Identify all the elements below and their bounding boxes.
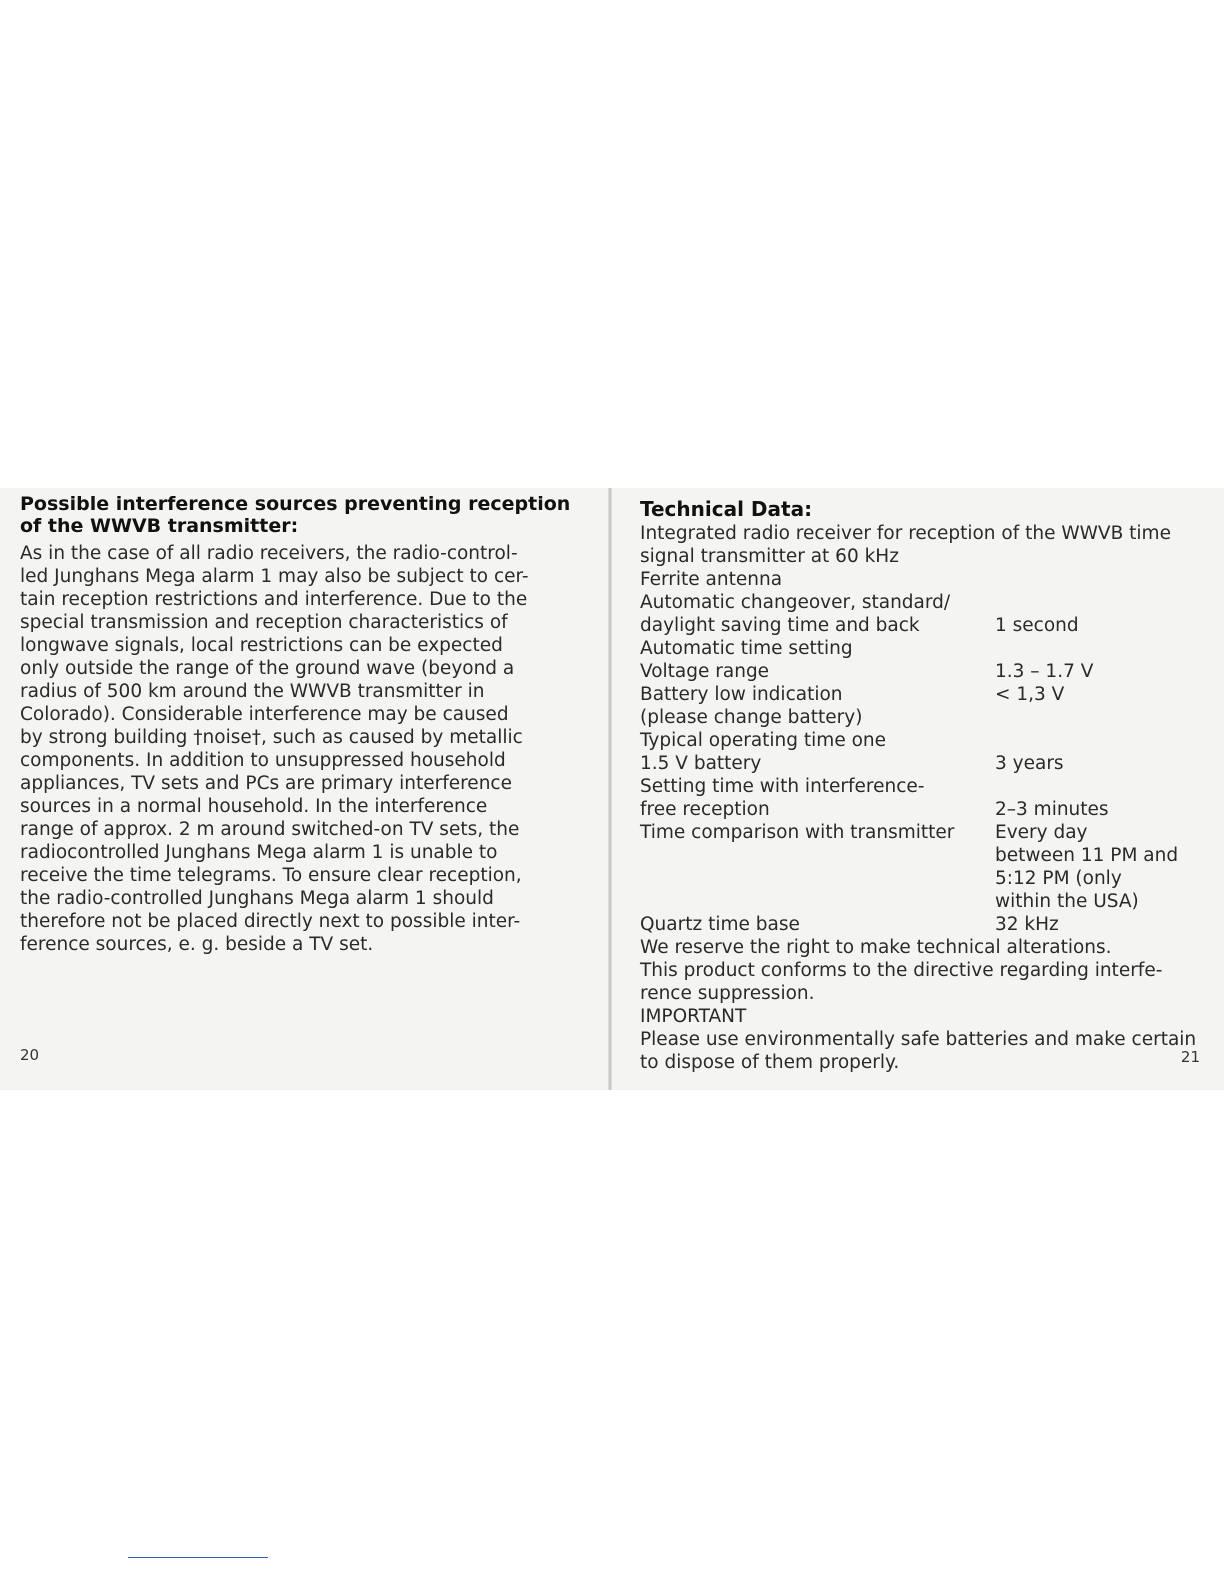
body-line: therefore not be placed directly next to possible inter- — [20, 911, 521, 932]
spec-label: Automatic time setting — [640, 638, 853, 659]
spec-value — [995, 706, 1196, 729]
note-line: We reserve the right to make technical alterations. — [640, 937, 1112, 958]
spec-value — [995, 729, 1196, 752]
body-line: only outside the range of the ground wave (beyond a — [20, 658, 515, 679]
note-line: Please use environmentally safe batteries and make certain — [640, 1029, 1197, 1050]
spec-label: Voltage range — [640, 661, 770, 682]
spec-value: 3 years — [995, 753, 1064, 774]
spec-row — [640, 890, 1196, 913]
spec-value — [995, 568, 1196, 591]
spec-row — [640, 867, 1196, 890]
spec-label — [640, 844, 995, 867]
body-line: appliances, TV sets and PCs are primary interference — [20, 773, 512, 794]
spec-label: daylight saving time and back — [640, 615, 920, 636]
spec-label: Battery low indication — [640, 684, 843, 705]
technical-data-list — [640, 522, 1196, 1074]
spec-row — [640, 683, 1196, 706]
left-page — [20, 488, 580, 1090]
spec-label: Automatic changeover, standard/ — [640, 592, 951, 613]
heading-line-1: Possible interference sources preventing reception — [20, 493, 571, 515]
spec-row — [640, 913, 1196, 936]
body-line: radius of 500 km around the WWVB transmitter in — [20, 681, 485, 702]
note-line: This product conforms to the directive regarding interfe- — [640, 960, 1163, 981]
intro-line: signal transmitter at 60 kHz — [640, 546, 899, 567]
important-label: IMPORTANT — [640, 1006, 747, 1027]
spec-row — [640, 591, 1196, 614]
body-line: receive the time telegrams. To ensure clear reception, — [20, 865, 522, 886]
spec-row — [640, 706, 1196, 729]
spec-row — [640, 798, 1196, 821]
page-number-left: 20 — [20, 1046, 40, 1064]
body-line: led Junghans Mega alarm 1 may also be subject to cer- — [20, 566, 529, 587]
spec-value: 2–3 minutes — [995, 799, 1109, 820]
body-line: radiocontrolled Junghans Mega alarm 1 is unable to — [20, 842, 498, 863]
spec-label: Time comparison with transmitter — [640, 822, 955, 843]
spec-label: 1.5 V battery — [640, 753, 762, 774]
body-line: range of approx. 2 m around switched-on TV sets, the — [20, 819, 520, 840]
spec-value: 1.3 – 1.7 V — [995, 661, 1094, 682]
body-line: ference sources, e. g. beside a TV set. — [20, 934, 374, 955]
annotation-underline — [128, 1557, 268, 1558]
spec-row — [640, 614, 1196, 637]
spec-row — [640, 729, 1196, 752]
body-line: components. In addition to unsuppressed household — [20, 750, 506, 771]
body-line: special transmission and reception characteristics of — [20, 612, 508, 633]
spec-value: 32 kHz — [995, 914, 1059, 935]
book-spine — [608, 488, 612, 1090]
spec-value: within the USA) — [995, 891, 1139, 912]
body-line: the radio-controlled Junghans Mega alarm 1 should — [20, 888, 494, 909]
spec-value: Every day — [995, 822, 1088, 843]
page-number-right: 21 — [1180, 1048, 1200, 1066]
technical-data-heading: Technical Data: — [640, 497, 813, 521]
spec-row — [640, 775, 1196, 798]
spec-label — [640, 867, 995, 890]
spec-value: 5:12 PM (only — [995, 868, 1122, 889]
body-line: Colorado). Considerable interference may be caused — [20, 704, 509, 725]
interference-body — [20, 542, 576, 956]
body-line: by strong building †noise†, such as caused by metallic — [20, 727, 523, 748]
right-page — [640, 488, 1200, 1090]
spec-value — [995, 591, 1196, 614]
note-line: rence suppression. — [640, 983, 815, 1004]
spec-label: free reception — [640, 799, 770, 820]
spec-row — [640, 568, 1196, 591]
spec-label: (please change battery) — [640, 707, 863, 728]
heading-line-2: of the WWVB transmitter: — [20, 515, 299, 537]
spec-value: between 11 PM and — [995, 845, 1179, 866]
body-line: As in the case of all radio receivers, the radio-control- — [20, 543, 518, 564]
spec-value: < 1,3 V — [995, 684, 1065, 705]
intro-line: Integrated radio receiver for reception of the WWVB time — [640, 523, 1171, 544]
manual-spread — [0, 488, 1224, 1090]
interference-heading — [20, 493, 580, 537]
spec-row — [640, 637, 1196, 660]
spec-row — [640, 752, 1196, 775]
spec-row — [640, 660, 1196, 683]
spec-row — [640, 844, 1196, 867]
spec-label: Ferrite antenna — [640, 569, 783, 590]
spec-value — [995, 637, 1196, 660]
spec-value: 1 second — [995, 615, 1079, 636]
note-line: to dispose of them properly. — [640, 1052, 900, 1073]
spec-label — [640, 890, 995, 913]
body-line: tain reception restrictions and interference. Due to the — [20, 589, 528, 610]
spec-row — [640, 821, 1196, 844]
spec-label: Setting time with interference- — [640, 776, 925, 797]
body-line: longwave signals, local restrictions can be expected — [20, 635, 503, 656]
spec-value — [995, 775, 1196, 798]
spec-label: Quartz time base — [640, 914, 800, 935]
spec-label: Typical operating time one — [640, 730, 887, 751]
body-line: sources in a normal household. In the interference — [20, 796, 488, 817]
